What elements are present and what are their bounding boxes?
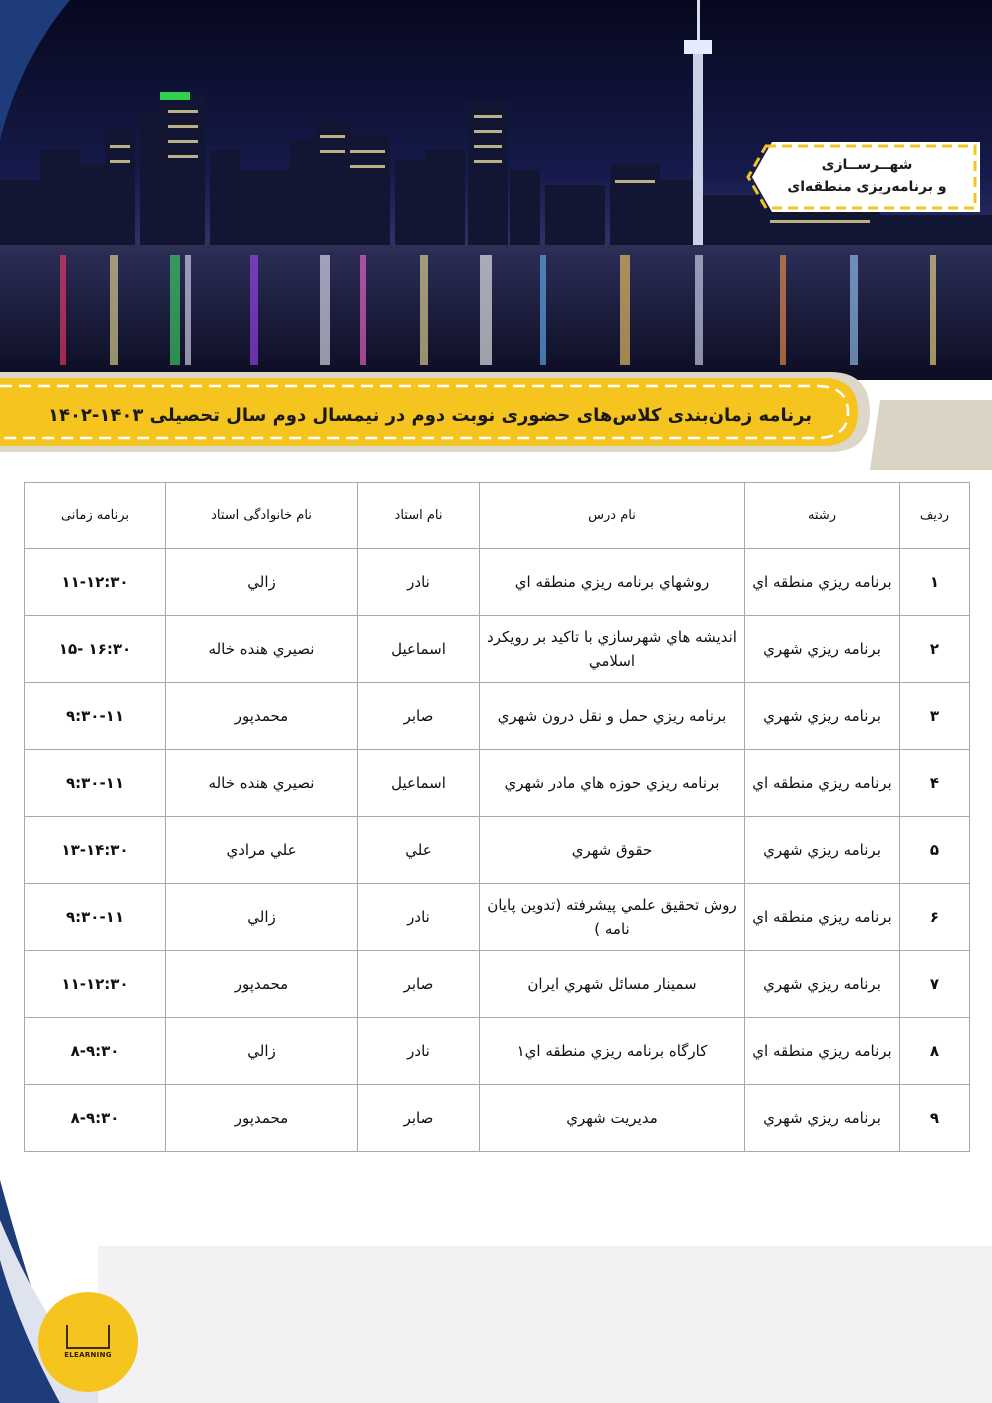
subject-line-2: و برنامه‌ریزی منطقه‌ای <box>787 179 947 195</box>
cell-teacher-last: محمدپور <box>166 951 358 1018</box>
table-row <box>25 549 970 616</box>
cell-course: انديشه هاي شهرسازي با تاكيد بر رويكرد اسلامي <box>480 616 745 683</box>
cell-field: برنامه ريزي منطقه اي <box>745 884 900 951</box>
cell-field: برنامه ريزي شهري <box>745 817 900 884</box>
table-row <box>25 884 970 951</box>
cell-teacher-last: محمدپور <box>166 683 358 750</box>
cell-time: ۱۵- ۱۶:۳۰ <box>25 616 166 683</box>
cell-course: برنامه ريزي حوزه هاي مادر شهري <box>480 750 745 817</box>
header-teacher-last: نام خانوادگی استاد <box>166 483 358 549</box>
table-row <box>25 817 970 884</box>
cell-time: ۹:۳۰-۱۱ <box>25 884 166 951</box>
cell-course: روش تحقيق علمي پيشرفته (تدوين پايان نامه ) <box>480 884 745 951</box>
subject-line-1: شهــرســازی <box>821 157 913 173</box>
cell-index: ۵ <box>900 817 970 884</box>
cell-teacher-first: صابر <box>358 1085 480 1152</box>
table-row <box>25 616 970 683</box>
cell-course: كارگاه برنامه ريزي منطقه اي۱ <box>480 1018 745 1085</box>
cell-teacher-first: صابر <box>358 951 480 1018</box>
cell-course: حقوق شهري <box>480 817 745 884</box>
cell-teacher-last: محمدپور <box>166 1085 358 1152</box>
cell-teacher-last: نصيري هنده خاله <box>166 750 358 817</box>
cell-course: مديريت شهري <box>480 1085 745 1152</box>
table-row <box>25 1018 970 1085</box>
cell-time: ۹:۳۰-۱۱ <box>25 750 166 817</box>
footer-decoration <box>0 1180 992 1403</box>
cell-teacher-first: اسماعيل <box>358 616 480 683</box>
cell-course: روشهاي برنامه ريزي منطقه اي <box>480 549 745 616</box>
table-row <box>25 1085 970 1152</box>
header-index: ردیف <box>900 483 970 549</box>
cell-teacher-last: علي مرادي <box>166 817 358 884</box>
cell-index: ۶ <box>900 884 970 951</box>
cell-teacher-last: زالي <box>166 549 358 616</box>
table-row <box>25 951 970 1018</box>
table-row <box>25 683 970 750</box>
cell-teacher-last: نصيري هنده خاله <box>166 616 358 683</box>
cell-teacher-first: صابر <box>358 683 480 750</box>
header-field: رشته <box>745 483 900 549</box>
cell-course: برنامه ريزي حمل و نقل درون شهري <box>480 683 745 750</box>
elearning-logo <box>38 1292 138 1392</box>
cell-teacher-first: نادر <box>358 1018 480 1085</box>
cell-teacher-first: نادر <box>358 884 480 951</box>
header-course: نام درس <box>480 483 745 549</box>
header-time: برنامه زمانی <box>25 483 166 549</box>
subject-badge <box>762 146 972 206</box>
cell-field: برنامه ريزي منطقه اي <box>745 549 900 616</box>
schedule-table <box>24 482 970 1152</box>
cell-field: برنامه ريزي منطقه اي <box>745 750 900 817</box>
cell-time: ۹:۳۰-۱۱ <box>25 683 166 750</box>
table-row <box>25 750 970 817</box>
logo-building-icon <box>66 1325 110 1349</box>
cell-teacher-first: علي <box>358 817 480 884</box>
cell-index: ۹ <box>900 1085 970 1152</box>
cell-time: ۸-۹:۳۰ <box>25 1018 166 1085</box>
cell-field: برنامه ريزي شهري <box>745 1085 900 1152</box>
cell-time: ۱۳-۱۴:۳۰ <box>25 817 166 884</box>
cell-index: ۴ <box>900 750 970 817</box>
logo-text: ELEARNING <box>64 1351 112 1359</box>
cell-field: برنامه ريزي شهري <box>745 683 900 750</box>
cell-time: ۱۱-۱۲:۳۰ <box>25 951 166 1018</box>
cell-index: ۷ <box>900 951 970 1018</box>
table-header-row <box>25 483 970 549</box>
cell-course: سمينار مسائل شهري ايران <box>480 951 745 1018</box>
cell-teacher-first: نادر <box>358 549 480 616</box>
cell-index: ۳ <box>900 683 970 750</box>
header-teacher-first: نام استاد <box>358 483 480 549</box>
cell-teacher-first: اسماعيل <box>358 750 480 817</box>
cell-teacher-last: زالي <box>166 1018 358 1085</box>
cell-field: برنامه ريزي منطقه اي <box>745 1018 900 1085</box>
hero-banner <box>0 0 992 470</box>
cell-field: برنامه ريزي شهري <box>745 951 900 1018</box>
cell-field: برنامه ريزي شهري <box>745 616 900 683</box>
page-title: برنامه زمان‌بندی کلاس‌های حضوری نوبت دوم در نیمسال دوم سال تحصیلی ۱۴۰۳-۱۴۰۲ <box>47 404 813 426</box>
cell-time: ۸-۹:۳۰ <box>25 1085 166 1152</box>
cell-index: ۸ <box>900 1018 970 1085</box>
cell-time: ۱۱-۱۲:۳۰ <box>25 549 166 616</box>
cell-teacher-last: زالي <box>166 884 358 951</box>
cell-index: ۲ <box>900 616 970 683</box>
cell-index: ۱ <box>900 549 970 616</box>
